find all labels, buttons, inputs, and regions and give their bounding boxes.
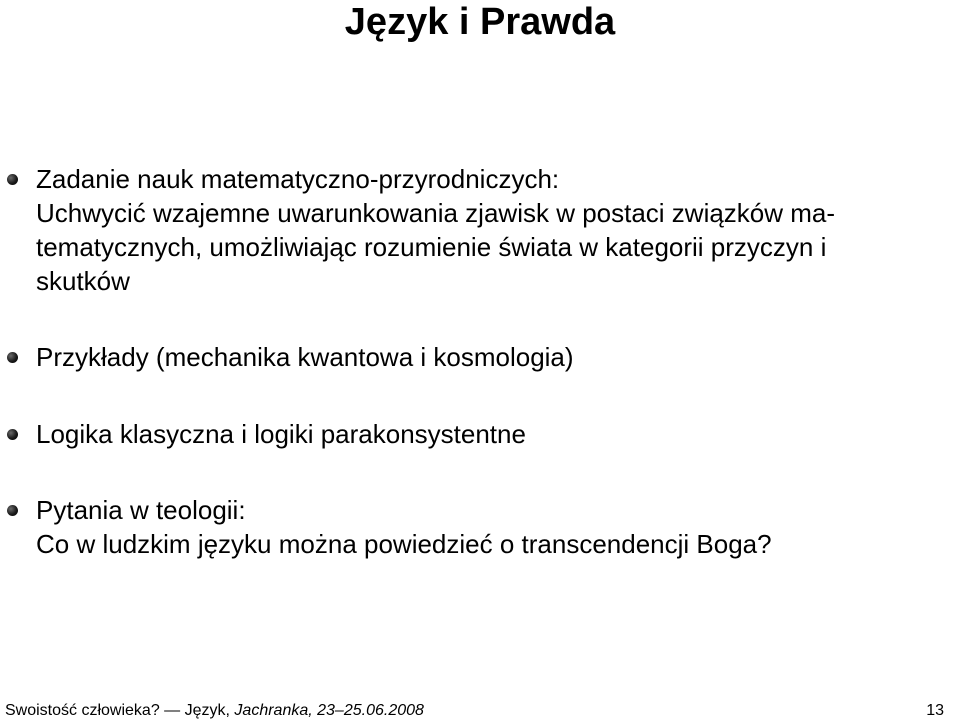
slide-footer [0,700,960,722]
bullet-1-line-4: skutków [36,266,130,296]
bullet-dot-icon [7,352,18,363]
footer-section-name: Język [184,702,226,719]
footer-venue-date: Jachranka, 23–25.06.2008 [234,702,424,719]
bullet-4-line-2: Co w ludzkim języku można powiedzieć o transcendencji Boga? [36,529,772,559]
footer-caption [5,700,424,722]
bullet-4-line-1: Pytania w teologii: [36,495,246,525]
bullet-3-line-1: Logika klasyczna i logiki parakonsystentne [36,419,526,449]
bullet-dot-icon [7,429,18,440]
slide-title: Język i Prawda [344,1,616,43]
bullet-dot-icon [7,505,18,516]
bullet-2-line-1: Przykłady (mechanika kwantowa i kosmologia) [36,342,574,372]
footer-presentation-title: Swoistość człowieka? [5,702,160,719]
page-number: 13 [926,702,944,719]
bullet-1-line-1: Zadanie nauk matematyczno-przyrodniczych: [36,164,560,194]
bullet-1-line-2: Uchwycić wzajemne uwarunkowania zjawisk w postaci związków ma- [36,198,836,228]
footer-comma: , [225,702,235,719]
bullet-dot-icon [7,174,18,185]
bullet-1-line-3: tematycznych, umożliwiając rozumienie świata w kategorii przyczyn i [36,232,827,262]
footer-separator: — [159,702,185,719]
